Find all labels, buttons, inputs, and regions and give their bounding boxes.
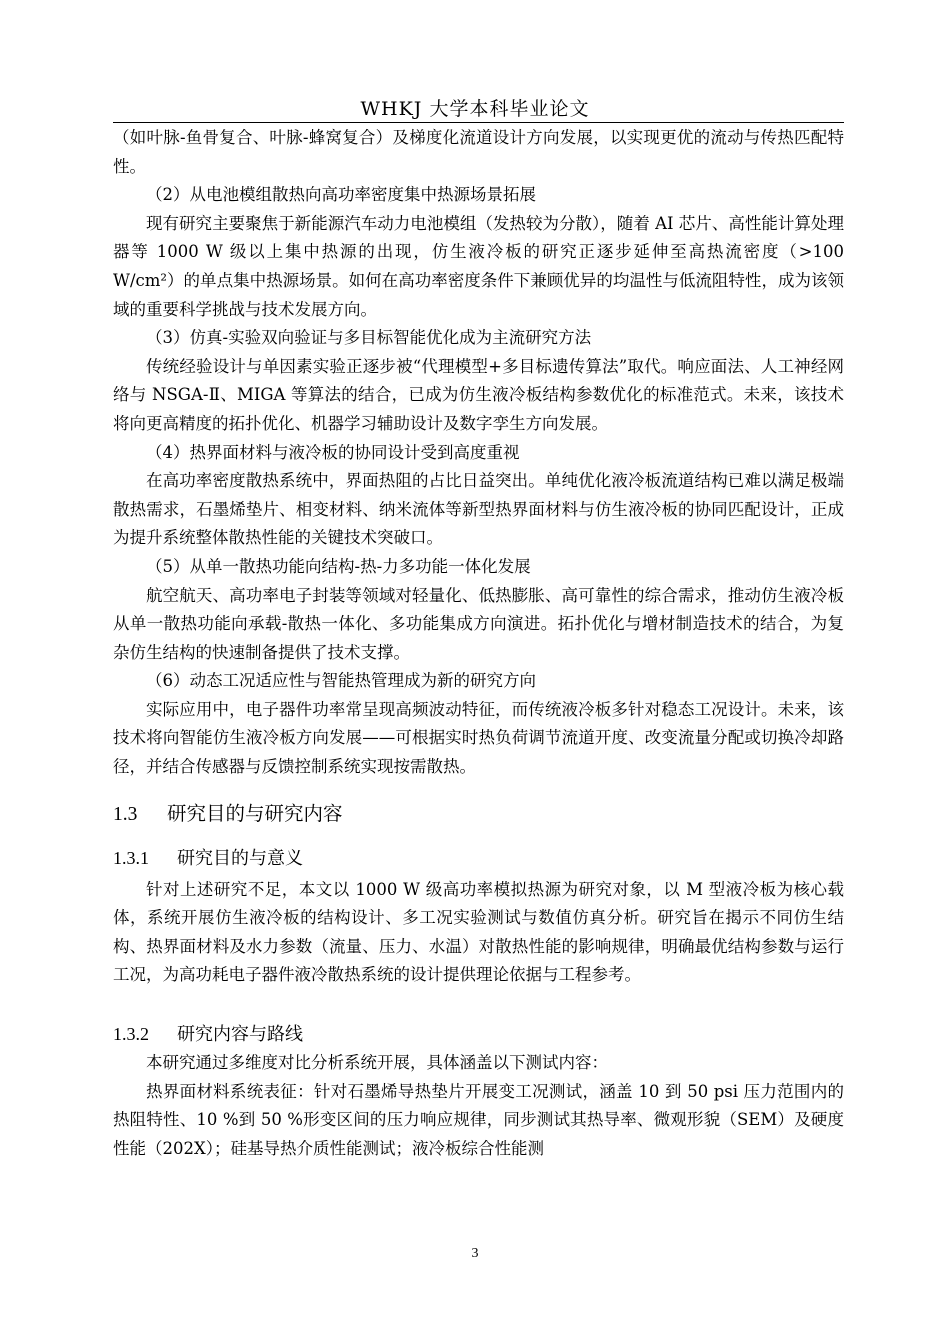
section-number: 1.3	[113, 803, 138, 825]
header-rule	[113, 122, 844, 123]
trend-heading-6: （6）动态工况适应性与智能热管理成为新的研究方向	[146, 671, 536, 691]
running-header-title: WHKJ 大学本科毕业论文	[360, 98, 590, 120]
body-paragraph: 实际应用中，电子器件功率常呈现高频波动特征，而传统液冷板多针对稳态工况设计。未来，该技术将向智能仿生液冷板方向发展——可根据实时热负荷调节流道开度、改变流量分配或切换冷却路径，并结合传感器与反馈控制系统实现按需散热。	[113, 699, 844, 777]
page-body	[113, 124, 844, 1163]
body-paragraph: 传统经验设计与单因素实验正逐步被“代理模型+多目标遗传算法”取代。响应面法、人工神经网络与 NSGA-Ⅱ、MIGA 等算法的结合，已成为仿生液冷板结构参数优化的标准范式。未来，该技术将向更高精度的拓扑优化、机器学习辅助设计及数字孪生方向发展。	[113, 356, 844, 433]
section-title: 研究目的与研究内容	[167, 801, 343, 825]
body-paragraph: （如叶脉-鱼骨复合、叶脉-蜂窝复合）及梯度化流道设计方向发展，以实现更优的流动与传热匹配特性。	[113, 128, 844, 176]
section-title: 研究内容与路线	[177, 1024, 303, 1046]
trend-heading-2: （2）从电池模组散热向高功率密度集中热源场景拓展	[146, 185, 536, 205]
body-paragraph: 现有研究主要聚焦于新能源汽车动力电池模组（发热较为分散），随着 AI 芯片、高性能计算处理器等 1000 W 级以上集中热源的出现，仿生液冷板的研究正逐步延伸至高热流密度（>100 W/cm²）的单点集中热源场景。如何在高功率密度条件下兼顾优异的均温性与低流阻特性，成为该领域的重要科学挑战与技术发展方向。	[113, 213, 844, 319]
body-paragraph: 航空航天、高功率电子封装等领域对轻量化、低热膨胀、高可靠性的综合需求，推动仿生液冷板从单一散热功能向承载-散热一体化、多功能集成方向演进。拓扑优化与增材制造技术的结合，为复杂仿生结构的快速制备提供了技术支撑。	[113, 585, 844, 662]
body-paragraph: 本研究通过多维度对比分析系统开展，具体涵盖以下测试内容：	[146, 1053, 608, 1073]
trend-heading-3: （3）仿真-实验双向验证与多目标智能优化成为主流研究方法	[146, 328, 592, 348]
trend-heading-4: （4）热界面材料与液冷板的协同设计受到高度重视	[146, 442, 520, 462]
page-number: 3	[471, 1246, 479, 1261]
section-heading-1-3-2	[113, 1020, 844, 1049]
body-paragraph: 针对上述研究不足，本文以 1000 W 级高功率模拟热源为研究对象，以 M 型液冷板为核心载体，系统开展仿生液冷板的结构设计、多工况实验测试与数值仿真分析。研究旨在揭示不同仿生结构、热界面材料及水力参数（流量、压力、水温）对散热性能的影响规律，明确最优结构参数与运行工况，为高功耗电子器件液冷散热系统的设计提供理论依据与工程参考。	[113, 879, 844, 985]
body-paragraph: 热界面材料系统表征：针对石墨烯导热垫片开展变工况测试，涵盖 10 到 50 psi 压力范围内的热阻特性、10 %到 50 %形变区间的压力响应规律，同步测试其热导率、微观形貌（SEM）及硬度性能（202X）；硅基导热介质性能测试；液冷板综合性能测	[113, 1081, 844, 1158]
trend-heading-5: （5）从单一散热功能向结构-热-力多功能一体化发展	[146, 556, 531, 576]
section-heading-1-3	[113, 800, 844, 829]
section-number: 1.3.1	[113, 847, 149, 868]
section-title: 研究目的与意义	[177, 847, 303, 869]
section-heading-1-3-1	[113, 844, 844, 873]
body-paragraph: 在高功率密度散热系统中，界面热阻的占比日益突出。单纯优化液冷板流道结构已难以满足极端散热需求，石墨烯垫片、相变材料、纳米流体等新型热界面材料与仿生液冷板的协同匹配设计，正成为提升系统整体散热性能的关键技术突破口。	[113, 471, 844, 548]
section-number: 1.3.2	[113, 1024, 149, 1045]
